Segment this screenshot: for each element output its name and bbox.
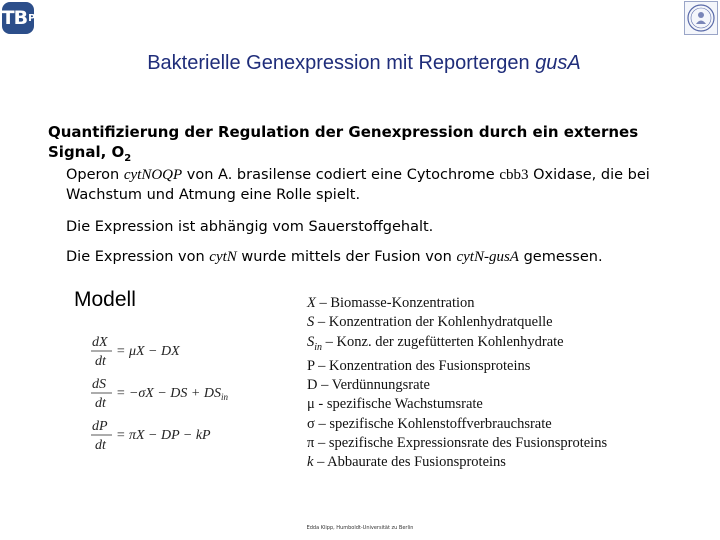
eq1-numerator: dX <box>92 335 108 350</box>
university-seal-icon <box>684 1 718 35</box>
legend-text: – spezifische Kohlenstoffverbrauchsrate <box>314 415 552 432</box>
heading-text: Quantifizierung der Regulation der Genexpression durch ein externes Signal, O <box>48 123 639 161</box>
eq2-rhs-sub: in <box>220 392 228 402</box>
title-italic: gusA <box>535 52 581 74</box>
p3-a: Die Expression von <box>66 249 210 265</box>
p3-e: gemessen. <box>518 249 603 265</box>
legend-item <box>307 415 687 434</box>
eq2-rhs <box>116 386 228 402</box>
legend-text: – Biomasse-Konzentration <box>315 295 475 311</box>
variable-legend <box>307 294 687 473</box>
seal-graphic <box>685 2 717 34</box>
paragraph-oxygen: Die Expression ist abhängig vom Sauerstoffgehalt. <box>66 219 434 235</box>
eq2-rhs-main: = −σX − DS + DS <box>116 386 221 401</box>
eq2-denominator: dt <box>95 396 106 411</box>
legend-item <box>307 357 687 376</box>
eq3-denominator: dt <box>95 438 106 453</box>
legend-symbol: σ <box>307 415 315 432</box>
legend-text: - spezifische Wachstumsrate <box>314 396 483 413</box>
legend-item <box>307 376 687 395</box>
legend-symbol: k <box>307 454 314 471</box>
model-equations <box>90 330 250 454</box>
legend-item <box>307 434 687 453</box>
eq3-rhs: = πX − DP − kP <box>116 428 211 443</box>
eq1-denominator: dt <box>95 354 106 369</box>
legend-text: – Verdünnungsrate <box>317 377 430 394</box>
legend-symbol: X <box>307 295 316 311</box>
legend-item <box>307 395 687 414</box>
section-heading <box>48 122 698 169</box>
p1-gene: cytNOQP <box>123 167 183 183</box>
legend-text: – Konzentration des Fusionsproteins <box>314 357 531 374</box>
slide-title <box>0 52 720 75</box>
legend-sub: in <box>314 341 323 353</box>
legend-text: – Abbaurate des Fusionsproteins <box>313 454 506 471</box>
eq1-rhs: = μX − DX <box>116 344 180 359</box>
legend-item <box>307 453 687 472</box>
p3-c: wurde mittels der Fusion von <box>236 249 457 265</box>
legend-symbol: S <box>307 333 315 350</box>
legend-item <box>307 294 687 313</box>
legend-text: – Konz. der zugefütterten Kohlenhydrate <box>322 333 564 350</box>
legend-symbol: S <box>307 314 315 331</box>
heading-sub: 2 <box>124 153 132 164</box>
paragraph-fusion <box>66 247 706 267</box>
p1-cbb3: cbb3 <box>499 167 529 183</box>
logo-sup: P <box>28 12 35 24</box>
legend-text: – spezifische Expressionsrate des Fusionsproteins <box>314 434 608 451</box>
legend-symbol: D <box>307 377 318 394</box>
legend-symbol: π <box>307 434 315 451</box>
legend-symbol: μ <box>307 396 315 413</box>
legend-item <box>307 333 687 357</box>
eq3-numerator: dP <box>92 419 108 434</box>
p3-gene: cytN <box>209 249 237 265</box>
p1-a: Operon <box>66 167 124 183</box>
p1-e: Oxidase, die bei Wachstum und Atmung eine Rolle spielt. <box>66 167 650 203</box>
modell-label: Modell <box>74 288 136 311</box>
legend-item <box>307 313 687 332</box>
p3-fusion: cytN-gusA <box>456 249 519 265</box>
eq2-numerator: dS <box>92 377 106 392</box>
legend-text: – Konzentration der Kohlenhydratquelle <box>314 314 553 331</box>
p1-c: von A. brasilense codiert eine Cytochrome <box>182 167 500 183</box>
logo-text: TB <box>1 7 28 29</box>
footer-credit: Edda Klipp, Humboldt-Universität zu Berlin <box>306 525 414 531</box>
title-text: Bakterielle Genexpression mit Reportergen <box>147 52 536 74</box>
tbp-logo <box>2 2 34 34</box>
legend-symbol: P <box>307 357 315 374</box>
paragraph-operon <box>66 165 706 205</box>
